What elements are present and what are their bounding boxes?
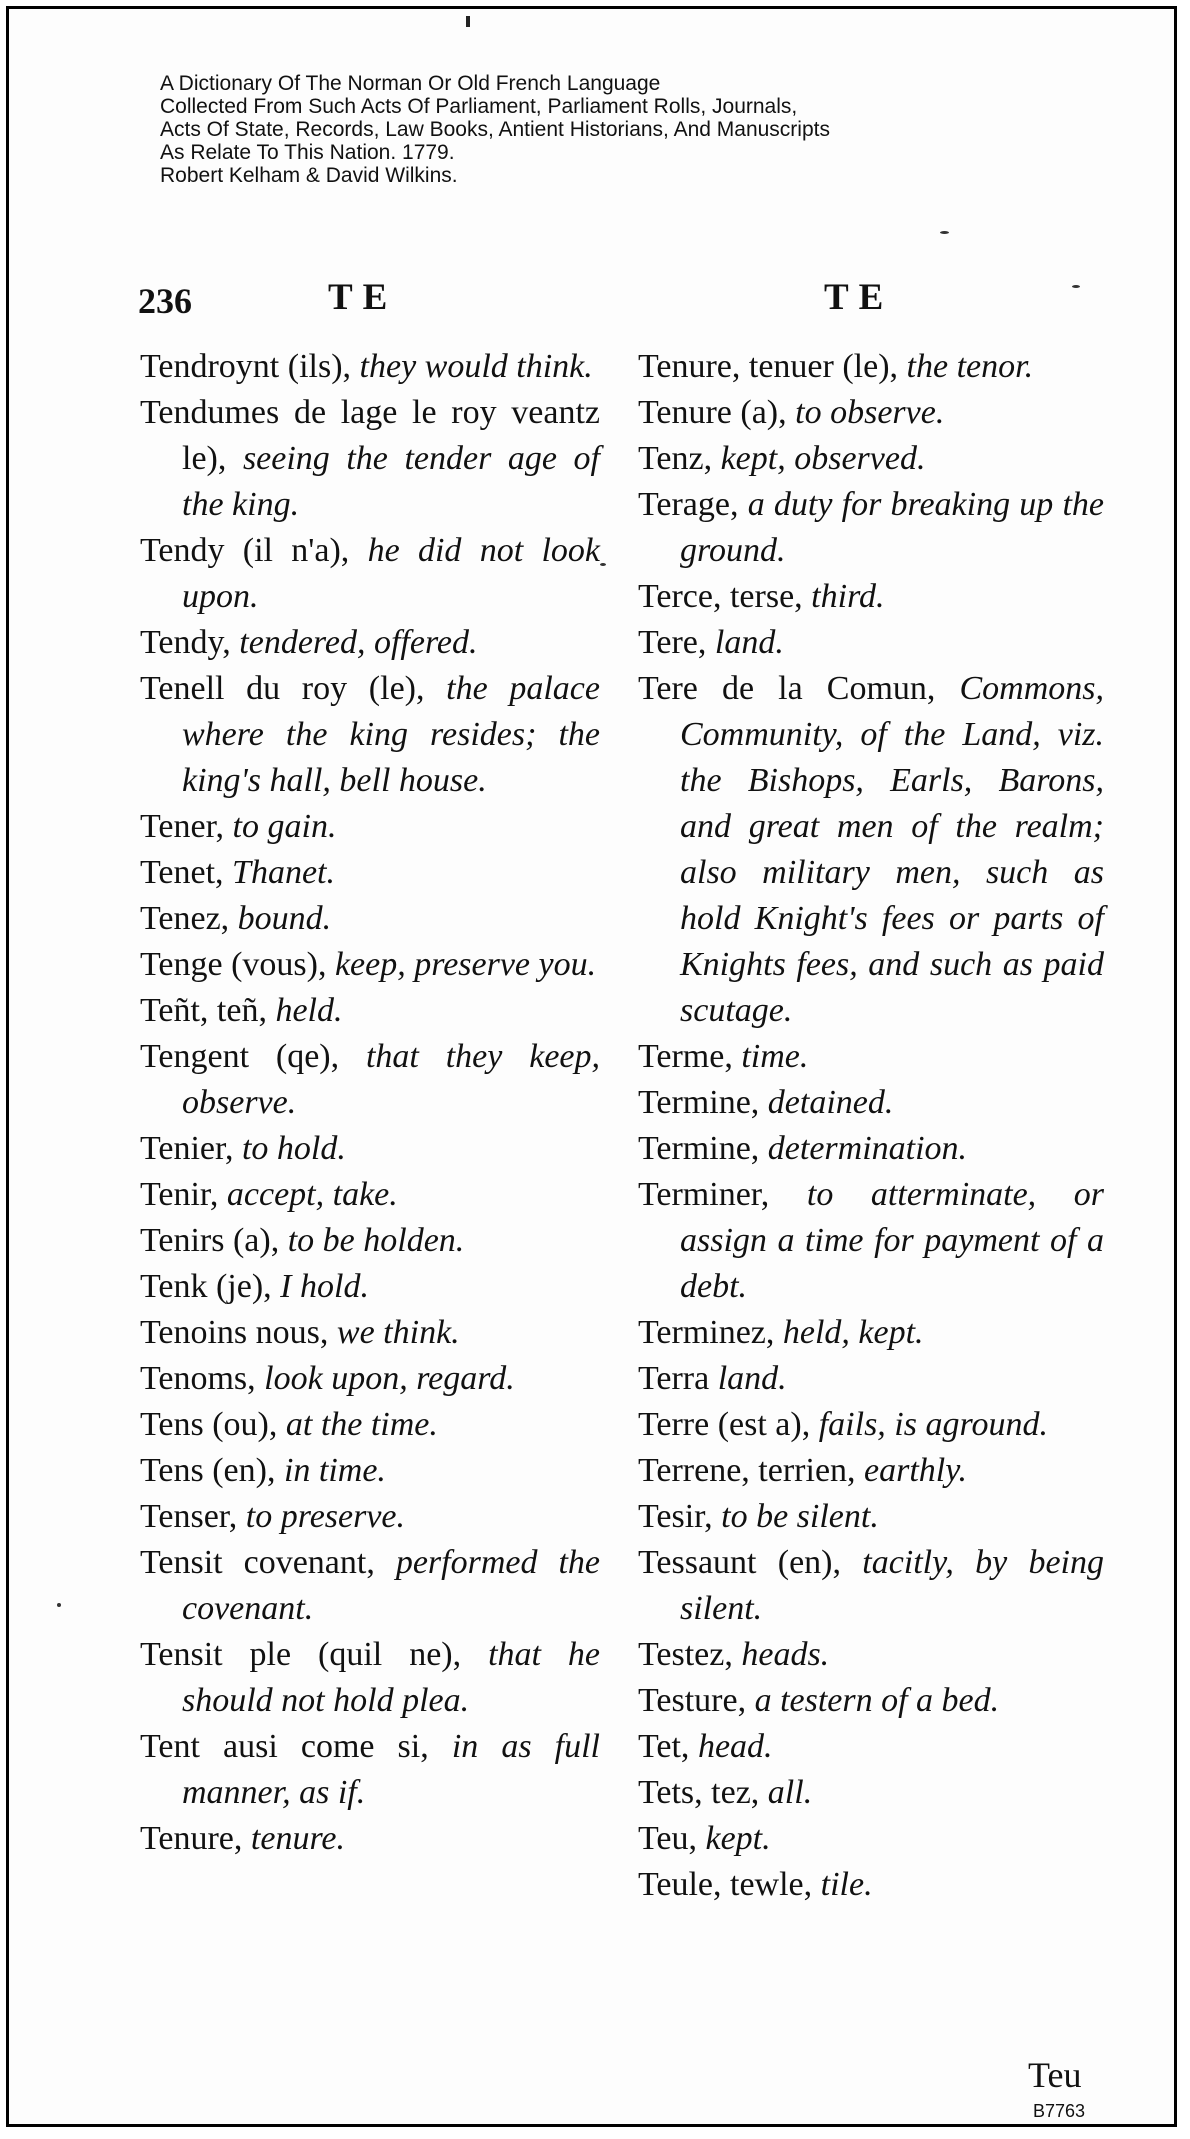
entry-headword: Tensit covenant, xyxy=(140,1544,375,1581)
header-line-1: A Dictionary Of The Norman Or Old French Language xyxy=(160,72,661,95)
entry-headword: Tenure (a), xyxy=(638,394,787,431)
dictionary-entry xyxy=(140,344,600,390)
entry-definition: earthly. xyxy=(864,1452,967,1489)
entry-definition: tendered, offered. xyxy=(239,624,478,661)
entry-definition: that he should not hold plea. xyxy=(182,1636,601,1719)
entry-definition: kept. xyxy=(705,1820,771,1857)
entry-definition: seeing the tender age of the king. xyxy=(182,440,601,523)
dictionary-entry xyxy=(140,1540,600,1632)
entry-headword: Tenz, xyxy=(638,440,713,477)
entry-headword: Terminer, xyxy=(638,1176,770,1213)
dictionary-entry xyxy=(638,436,1104,482)
dictionary-entry xyxy=(140,620,600,666)
header-line-4: As Relate To This Nation. 1779. xyxy=(160,141,455,164)
entry-definition: all. xyxy=(767,1774,813,1811)
dictionary-entry xyxy=(140,896,600,942)
entry-headword: Tere de la Comun, xyxy=(638,670,936,707)
entry-definition: at the time. xyxy=(285,1406,438,1443)
entry-definition: to atterminate, or assign a time for payment of a debt. xyxy=(680,1176,1105,1305)
speck xyxy=(57,1603,61,1607)
speck xyxy=(600,563,606,566)
entry-definition: head. xyxy=(697,1728,773,1765)
dictionary-entry xyxy=(638,1310,1104,1356)
entry-headword: Teu, xyxy=(638,1820,697,1857)
dictionary-entry xyxy=(140,1402,600,1448)
entry-headword: Tener, xyxy=(140,808,225,845)
page-number: 236 xyxy=(138,281,192,321)
right-column xyxy=(638,344,1104,1908)
entry-definition: in as full manner, as if. xyxy=(182,1728,600,1811)
entry-definition: held. xyxy=(275,992,343,1029)
entry-definition: look upon, regard. xyxy=(264,1360,515,1397)
entry-definition: kept, observed. xyxy=(720,440,926,477)
entry-definition: to gain. xyxy=(232,808,337,845)
dictionary-entry xyxy=(638,620,1104,666)
entry-definition: tenure. xyxy=(250,1820,346,1857)
entry-headword: Testure, xyxy=(638,1682,747,1719)
dictionary-entry xyxy=(140,988,600,1034)
dictionary-entry xyxy=(638,390,1104,436)
entry-headword: Termine, xyxy=(638,1084,760,1121)
dictionary-entry xyxy=(638,1540,1104,1632)
entry-definition: land. xyxy=(717,1360,787,1397)
dictionary-entry xyxy=(638,1816,1104,1862)
running-head-left: TE xyxy=(328,277,398,318)
entry-definition: to observe. xyxy=(795,394,945,431)
entry-definition: that they keep, observe. xyxy=(182,1038,600,1121)
dictionary-entry xyxy=(638,1402,1104,1448)
entry-headword: Teule, tewle, xyxy=(638,1866,813,1903)
entry-headword: Tet, xyxy=(638,1728,690,1765)
entry-definition: in time. xyxy=(283,1452,386,1489)
dictionary-entry xyxy=(140,1218,600,1264)
entry-headword: Tenure, xyxy=(140,1820,243,1857)
entry-headword: Tensit ple (quil ne), xyxy=(140,1636,462,1673)
dictionary-entry xyxy=(140,942,600,988)
dictionary-entry xyxy=(638,482,1104,574)
entry-headword: Tendy, xyxy=(140,624,231,661)
entry-definition: to preserve. xyxy=(245,1498,406,1535)
entry-headword: Tere, xyxy=(638,624,707,661)
entry-definition: time. xyxy=(741,1038,809,1075)
dictionary-entry xyxy=(140,1448,600,1494)
dictionary-entry xyxy=(140,1126,600,1172)
entry-headword: Tengent (qe), xyxy=(140,1038,340,1075)
entry-headword: Tenir, xyxy=(140,1176,219,1213)
entry-definition: determination. xyxy=(767,1130,968,1167)
entry-headword: Terrene, terrien, xyxy=(638,1452,856,1489)
dictionary-entry xyxy=(638,1724,1104,1770)
entry-definition: to be holden. xyxy=(287,1222,465,1259)
entry-headword: Terre (est a), xyxy=(638,1406,811,1443)
entry-headword: Terra xyxy=(638,1360,710,1397)
entry-headword: Terce, terse, xyxy=(638,578,803,615)
dictionary-entry xyxy=(140,850,600,896)
entry-headword: Tens (ou), xyxy=(140,1406,278,1443)
running-head-right: TE xyxy=(824,277,894,318)
dictionary-entry xyxy=(140,1816,600,1862)
entry-headword: Tets, tez, xyxy=(638,1774,760,1811)
entry-definition: tile. xyxy=(820,1866,873,1903)
entry-headword: Tenoins nous, xyxy=(140,1314,329,1351)
entry-headword: Tenure, tenuer (le), xyxy=(638,348,899,385)
entry-definition: heads. xyxy=(741,1636,830,1673)
entry-definition: held, kept. xyxy=(782,1314,924,1351)
entry-headword: Tens (en), xyxy=(140,1452,276,1489)
dictionary-entry xyxy=(140,804,600,850)
entry-definition: the tenor. xyxy=(906,348,1034,385)
entry-definition: keep, preserve you. xyxy=(334,946,597,983)
entry-headword: Terme, xyxy=(638,1038,733,1075)
entry-definition: land. xyxy=(714,624,784,661)
scan-mark xyxy=(466,16,470,27)
scan-code: B7763 xyxy=(1033,2101,1086,2121)
entry-headword: Tenirs (a), xyxy=(140,1222,280,1259)
catchword: Teu xyxy=(1028,2055,1082,2095)
entry-definition: bound. xyxy=(237,900,332,937)
dictionary-entry xyxy=(638,1034,1104,1080)
dictionary-entry xyxy=(140,1264,600,1310)
entry-headword: Tenk (je), xyxy=(140,1268,272,1305)
left-column xyxy=(140,344,600,1862)
document-header xyxy=(160,72,830,187)
entry-headword: Tendroynt (ils), xyxy=(140,348,352,385)
entry-headword: Terminez, xyxy=(638,1314,775,1351)
entry-headword: Tenet, xyxy=(140,854,224,891)
dictionary-entry xyxy=(638,574,1104,620)
dictionary-entry xyxy=(638,1678,1104,1724)
header-line-5: Robert Kelham & David Wilkins. xyxy=(160,164,458,187)
dictionary-entry xyxy=(638,1172,1104,1310)
header-line-2: Collected From Such Acts Of Parliament, Parliament Rolls, Journals, xyxy=(160,95,798,118)
dictionary-entry xyxy=(140,666,600,804)
entry-headword: Testez, xyxy=(638,1636,733,1673)
entry-definition: fails, is aground. xyxy=(818,1406,1048,1443)
entry-definition: tacitly, by being silent. xyxy=(680,1544,1104,1627)
dictionary-entry xyxy=(638,1448,1104,1494)
entry-definition: I hold. xyxy=(280,1268,369,1305)
dictionary-entry xyxy=(638,1080,1104,1126)
entry-headword: Tessaunt (en), xyxy=(638,1544,841,1581)
dictionary-entry xyxy=(140,528,600,620)
entry-headword: Tenge (vous), xyxy=(140,946,327,983)
entry-headword: Tendumes de lage le roy veantz le), xyxy=(140,394,600,477)
entry-definition: performed the covenant. xyxy=(182,1544,601,1627)
entry-headword: Termine, xyxy=(638,1130,760,1167)
entry-headword: Tenoms, xyxy=(140,1360,256,1397)
entry-headword: Tenser, xyxy=(140,1498,238,1535)
dictionary-entry xyxy=(140,1172,600,1218)
entry-definition: accept, take. xyxy=(226,1176,398,1213)
entry-headword: Terage, xyxy=(638,486,739,523)
entry-definition: a testern of a bed. xyxy=(754,1682,1000,1719)
dictionary-entry xyxy=(140,390,600,528)
dictionary-entry xyxy=(638,666,1104,1034)
dictionary-entry xyxy=(140,1356,600,1402)
dictionary-entry xyxy=(140,1724,600,1816)
entry-definition: detained. xyxy=(767,1084,894,1121)
entry-definition: we think. xyxy=(336,1314,460,1351)
dictionary-entry xyxy=(638,1770,1104,1816)
dictionary-entry xyxy=(140,1632,600,1724)
dictionary-entry xyxy=(140,1494,600,1540)
entry-definition: to hold. xyxy=(241,1130,346,1167)
entry-headword: Tenez, xyxy=(140,900,230,937)
entry-headword: Tendy (il n'a), xyxy=(140,532,350,569)
entry-definition: to be silent. xyxy=(721,1498,879,1535)
dictionary-entry xyxy=(638,1862,1104,1908)
entry-definition: a duty for breaking up the ground. xyxy=(680,486,1105,569)
entry-headword: Tent ausi come si, xyxy=(140,1728,429,1765)
dictionary-entry xyxy=(140,1310,600,1356)
entry-definition: third. xyxy=(811,578,885,615)
dictionary-entry xyxy=(638,344,1104,390)
speck xyxy=(940,231,949,234)
entry-definition: the palace where the king resides; the king's hall, bell house. xyxy=(182,670,600,799)
speck xyxy=(1072,285,1080,288)
header-line-3: Acts Of State, Records, Law Books, Antient Historians, And Manuscripts xyxy=(160,118,830,141)
entry-headword: Tenier, xyxy=(140,1130,234,1167)
dictionary-entry xyxy=(638,1356,1104,1402)
entry-headword: Tesir, xyxy=(638,1498,713,1535)
dictionary-entry xyxy=(638,1126,1104,1172)
entry-definition: they would think. xyxy=(359,348,593,385)
entry-definition: he did not look upon. xyxy=(182,532,600,615)
entry-definition: Thanet. xyxy=(232,854,335,891)
entry-headword: Tenell du roy (le), xyxy=(140,670,425,707)
dictionary-entry xyxy=(638,1632,1104,1678)
entry-definition: Commons, Community, of the Land, viz. the Bishops, Earls, Barons, and great men of the realm; also military men, such as hold Knight's fees or parts of Knights fees, and such as paid scutage. xyxy=(680,670,1104,1029)
dictionary-entry xyxy=(638,1494,1104,1540)
entry-headword: Teñt, teñ, xyxy=(140,992,267,1029)
dictionary-entry xyxy=(140,1034,600,1126)
